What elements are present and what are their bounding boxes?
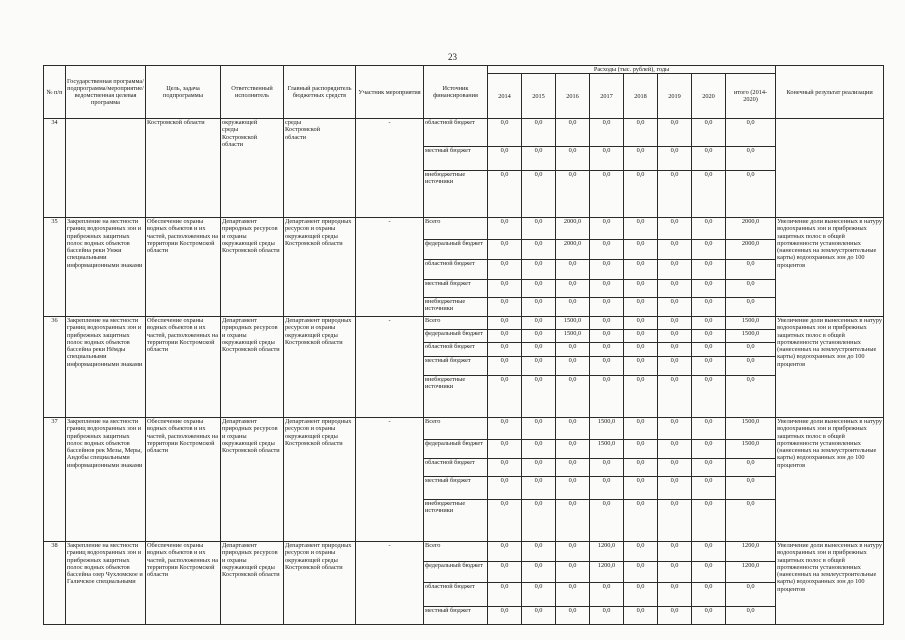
year-value: 0,0 [624,562,658,583]
funding-source: Всего [424,418,488,440]
year-value: 0,0 [658,357,692,376]
row-number: 34 [44,119,66,218]
year-value: 0,0 [692,542,726,562]
year-value: 2000,0 [556,240,590,260]
total-value: 0,0 [726,583,776,607]
year-value: 0,0 [522,171,556,218]
program-cell: Закрепление на местности границ водоохранных зон и прибрежных защитных полос водных объектов бассейна озер Чухломское и Галичское специальными [66,542,146,625]
executor-cell: Департамент природных ресурсов и охраны окружающей среды Костромской области [221,317,284,418]
row-number: 35 [44,218,66,317]
header-executor: Ответственный исполнитель [221,66,284,119]
year-value: 0,0 [590,147,624,171]
header-result: Конечный результат реализации [776,66,884,119]
executor-cell: Департамент природных ресурсов и охраны окружающей среды Костромской области [221,218,284,317]
funding-source: внебюджетные источники [424,500,488,542]
year-value: 0,0 [624,317,658,330]
funding-source: федеральный бюджет [424,562,488,583]
year-value: 0,0 [556,459,590,477]
header-year: 2016 [556,74,590,119]
year-value: 0,0 [692,298,726,317]
header-year: 2014 [488,74,522,119]
executor-cell: окружающей среды Костромской области [221,119,284,218]
year-value: 0,0 [692,562,726,583]
program-cell: Закрепление на местности границ водоохранных зон и прибрежных защитных полос водных объектов бассейнов рек Мезы, Меры, Андобы специальными информационными знаками [66,418,146,542]
year-value: 0,0 [522,477,556,500]
year-value: 0,0 [556,119,590,147]
year-value: 0,0 [522,562,556,583]
year-value: 0,0 [522,459,556,477]
year-value: 0,0 [522,280,556,298]
year-value: 0,0 [522,500,556,542]
distributor-cell: Департамент природных ресурсов и охраны окружающей среды Костромской области [284,542,356,625]
result-cell: Увеличение доли вынесенных в натуру водоохранных зон и прибрежных защитных полос в общей протяженности установленных (нанесенных на землеустроительные карты) водоохранных зон до 100 процентов [776,218,884,317]
year-value: 0,0 [522,218,556,240]
year-value: 0,0 [658,171,692,218]
year-value: 0,0 [522,357,556,376]
year-value: 0,0 [522,147,556,171]
year-value: 0,0 [522,542,556,562]
goal-cell: Обеспечение охраны водных объектов и их частей, расположенных на территории Костромской области [146,218,221,317]
page-number: 23 [448,52,457,62]
table-row [44,542,884,562]
program-cell [66,119,146,218]
total-value: 2000,0 [726,218,776,240]
funding-source: местный бюджет [424,147,488,171]
total-value: 1200,0 [726,542,776,562]
header-distributor: Главный распорядитель бюджетных средств [284,66,356,119]
header-year: 2015 [522,74,556,119]
funding-source: Всего [424,218,488,240]
year-value: 0,0 [658,218,692,240]
row-number: 37 [44,418,66,542]
year-value: 0,0 [522,440,556,459]
year-value: 0,0 [488,477,522,500]
total-value: 0,0 [726,147,776,171]
header-participant: Участник мероприятия [356,66,424,119]
year-value: 0,0 [488,440,522,459]
distributor-cell: среды Костромской области [284,119,356,218]
header-goal: Цель, задача подпрограммы [146,66,221,119]
year-value: 0,0 [522,298,556,317]
year-value: 0,0 [488,298,522,317]
year-value: 0,0 [692,260,726,280]
total-value: 0,0 [726,477,776,500]
participant-cell: - [356,317,424,418]
year-value: 0,0 [488,240,522,260]
year-value: 0,0 [488,280,522,298]
year-value: 0,0 [488,376,522,418]
total-value: 0,0 [726,376,776,418]
year-value: 0,0 [624,280,658,298]
year-value: 0,0 [488,260,522,280]
year-value: 0,0 [556,583,590,607]
participant-cell: - [356,542,424,625]
year-value: 0,0 [658,298,692,317]
total-value: 0,0 [726,260,776,280]
row-number: 38 [44,542,66,625]
year-value: 0,0 [658,147,692,171]
year-value: 0,0 [658,280,692,298]
year-value: 0,0 [488,317,522,330]
goal-cell: Обеспечение охраны водных объектов и их частей, расположенных на территории Костромской области [146,317,221,418]
year-value: 0,0 [658,317,692,330]
executor-cell: Департамент природных ресурсов и охраны окружающей среды Костромской области [221,418,284,542]
goal-cell: Обеспечение охраны водных объектов и их частей, расположенных на территории Костромской области [146,542,221,625]
table-row [44,218,884,240]
header-year: 2019 [658,74,692,119]
year-value: 0,0 [590,376,624,418]
year-value: 0,0 [658,477,692,500]
funding-source: внебюджетные источники [424,298,488,317]
year-value: 1500,0 [590,418,624,440]
funding-source: местный бюджет [424,357,488,376]
year-value: 0,0 [556,607,590,625]
total-value: 0,0 [726,357,776,376]
total-value: 0,0 [726,119,776,147]
year-value: 0,0 [658,607,692,625]
header-source: Источник финансирования [424,66,488,119]
year-value: 0,0 [488,607,522,625]
distributor-cell: Департамент природных ресурсов и охраны окружающей среды Костромской области [284,218,356,317]
table-row [44,418,884,440]
total-value: 0,0 [726,459,776,477]
year-value: 0,0 [590,343,624,357]
year-value: 0,0 [590,298,624,317]
year-value: 0,0 [488,357,522,376]
year-value: 0,0 [658,562,692,583]
funding-source: областной бюджет [424,260,488,280]
funding-source: местный бюджет [424,607,488,625]
total-value: 1500,0 [726,330,776,343]
year-value: 0,0 [624,542,658,562]
total-value: 1500,0 [726,317,776,330]
year-value: 0,0 [488,343,522,357]
year-value: 1500,0 [556,317,590,330]
table-row [44,119,884,147]
result-cell: Увеличение доли вынесенных в натуру водоохранных зон и прибрежных защитных полос в общей протяженности установленных (нанесенных на землеустроительные карты) водоохранных зон до 100 процентов [776,418,884,542]
year-value: 0,0 [624,357,658,376]
year-value: 0,0 [522,119,556,147]
total-value: 0,0 [726,298,776,317]
year-value: 0,0 [692,376,726,418]
year-value: 0,0 [590,171,624,218]
year-value: 0,0 [488,542,522,562]
year-value: 0,0 [658,418,692,440]
year-value: 0,0 [692,280,726,298]
funding-source: областной бюджет [424,343,488,357]
year-value: 0,0 [488,583,522,607]
funding-source: местный бюджет [424,477,488,500]
year-value: 0,0 [624,440,658,459]
year-value: 0,0 [624,147,658,171]
year-value: 0,0 [590,459,624,477]
year-value: 0,0 [658,376,692,418]
year-value: 0,0 [556,418,590,440]
header-year: 2018 [624,74,658,119]
year-value: 0,0 [556,376,590,418]
total-value: 1500,0 [726,440,776,459]
budget-table [43,65,884,625]
year-value: 0,0 [624,171,658,218]
year-value: 0,0 [488,147,522,171]
year-value: 0,0 [692,218,726,240]
distributor-cell: Департамент природных ресурсов и охраны окружающей среды Костромской области [284,317,356,418]
year-value: 0,0 [556,562,590,583]
year-value: 0,0 [522,317,556,330]
year-value: 0,0 [522,376,556,418]
year-value: 0,0 [658,583,692,607]
year-value: 1500,0 [556,330,590,343]
year-value: 0,0 [488,218,522,240]
year-value: 0,0 [624,343,658,357]
year-value: 0,0 [522,418,556,440]
year-value: 0,0 [556,477,590,500]
total-value: 0,0 [726,500,776,542]
year-value: 0,0 [692,317,726,330]
year-value: 0,0 [624,607,658,625]
year-value: 0,0 [590,218,624,240]
funding-source: областной бюджет [424,119,488,147]
funding-source: внебюджетные источники [424,171,488,218]
year-value: 0,0 [556,171,590,218]
year-value: 0,0 [556,147,590,171]
goal-cell: Костромской области [146,119,221,218]
year-value: 0,0 [658,330,692,343]
year-value: 0,0 [624,583,658,607]
year-value: 0,0 [692,607,726,625]
total-value: 0,0 [726,343,776,357]
year-value: 0,0 [692,240,726,260]
executor-cell: Департамент природных ресурсов и охраны окружающей среды Костромской области [221,542,284,625]
result-cell [776,119,884,218]
year-value: 0,0 [590,500,624,542]
year-value: 0,0 [692,583,726,607]
funding-source: областной бюджет [424,459,488,477]
year-value: 0,0 [590,583,624,607]
year-value: 0,0 [624,218,658,240]
year-value: 0,0 [556,298,590,317]
year-value: 0,0 [488,119,522,147]
year-value: 0,0 [590,317,624,330]
distributor-cell: Департамент природных ресурсов и охраны окружающей среды Костромской области [284,418,356,542]
year-value: 0,0 [488,330,522,343]
year-value: 0,0 [488,459,522,477]
year-value: 0,0 [692,440,726,459]
total-value: 1500,0 [726,418,776,440]
year-value: 0,0 [590,330,624,343]
year-value: 0,0 [624,260,658,280]
funding-source: областной бюджет [424,583,488,607]
year-value: 0,0 [590,607,624,625]
year-value: 0,0 [692,500,726,542]
year-value: 0,0 [590,119,624,147]
year-value: 0,0 [658,542,692,562]
program-cell: Закрепление на местности границ водоохранных зон и прибрежных защитных полос водных объектов бассейна реки Унжи специальными информационными знаками [66,218,146,317]
year-value: 0,0 [692,459,726,477]
year-value: 0,0 [624,376,658,418]
year-value: 0,0 [624,418,658,440]
total-value: 0,0 [726,280,776,298]
funding-source: федеральный бюджет [424,240,488,260]
year-value: 0,0 [692,343,726,357]
year-value: 0,0 [556,280,590,298]
table-row [44,317,884,330]
year-value: 0,0 [556,500,590,542]
year-value: 0,0 [658,343,692,357]
year-value: 1200,0 [590,562,624,583]
year-value: 0,0 [658,500,692,542]
year-value: 0,0 [488,418,522,440]
year-value: 0,0 [658,440,692,459]
year-value: 0,0 [692,418,726,440]
year-value: 2000,0 [556,218,590,240]
year-value: 0,0 [658,260,692,280]
year-value: 0,0 [590,357,624,376]
table-body [44,119,884,625]
year-value: 0,0 [692,119,726,147]
year-value: 0,0 [488,171,522,218]
year-value: 0,0 [624,500,658,542]
funding-source: местный бюджет [424,280,488,298]
year-value: 0,0 [624,477,658,500]
total-value: 0,0 [726,607,776,625]
year-value: 0,0 [624,240,658,260]
year-value: 0,0 [658,119,692,147]
result-cell: Увеличение доли вынесенных в натуру водоохранных зон и прибрежных защитных полос в общей протяженности установленных (нанесенных на землеустроительные карты) водоохранных зон до 100 процентов [776,317,884,418]
funding-source: внебюджетные источники [424,376,488,418]
funding-source: Всего [424,542,488,562]
participant-cell: - [356,418,424,542]
year-value: 0,0 [624,119,658,147]
year-value: 0,0 [692,357,726,376]
funding-source: Всего [424,317,488,330]
year-value: 0,0 [692,171,726,218]
goal-cell: Обеспечение охраны водных объектов и их частей, расположенных на территории Костромской области [146,418,221,542]
header-year: 2017 [590,74,624,119]
year-value: 0,0 [692,477,726,500]
year-value: 0,0 [488,500,522,542]
header-expenses: Расходы (тыс. рублей), годы [488,66,776,74]
year-value: 0,0 [692,330,726,343]
program-cell: Закрепление на местности границ водоохранных зон и прибрежных защитных полос водных объектов бассейна реки Нёмды специальными информационными знаками [66,317,146,418]
year-value: 0,0 [692,147,726,171]
year-value: 0,0 [522,607,556,625]
result-cell: Увеличение доли вынесенных в натуру водоохранных зон и прибрежных защитных полос в общей протяженности установленных (нанесенных на землеустроительные карты) водоохранных зон до 100 процентов [776,542,884,625]
participant-cell: - [356,218,424,317]
year-value: 0,0 [522,260,556,280]
year-value: 0,0 [624,330,658,343]
header-program: Государственная программа/подпрограмма/мероприятие/ведомственная целевая программа [66,66,146,119]
year-value: 1200,0 [590,542,624,562]
header-num: № п/п [44,66,66,119]
total-value: 1200,0 [726,562,776,583]
year-value: 0,0 [556,357,590,376]
funding-source: федеральный бюджет [424,330,488,343]
year-value: 0,0 [556,260,590,280]
year-value: 0,0 [522,583,556,607]
total-value: 2000,0 [726,240,776,260]
row-number: 36 [44,317,66,418]
funding-source: федеральный бюджет [424,440,488,459]
year-value: 0,0 [624,298,658,317]
year-value: 1500,0 [590,440,624,459]
year-value: 0,0 [590,280,624,298]
year-value: 0,0 [488,562,522,583]
year-value: 0,0 [590,240,624,260]
year-value: 0,0 [556,440,590,459]
header-year-total: итого (2014-2020) [726,74,776,119]
year-value: 0,0 [590,477,624,500]
year-value: 0,0 [590,260,624,280]
year-value: 0,0 [556,343,590,357]
year-value: 0,0 [556,542,590,562]
year-value: 0,0 [522,240,556,260]
total-value: 0,0 [726,171,776,218]
header-year: 2020 [692,74,726,119]
year-value: 0,0 [658,459,692,477]
year-value: 0,0 [658,240,692,260]
participant-cell: - [356,119,424,218]
year-value: 0,0 [522,330,556,343]
year-value: 0,0 [522,343,556,357]
year-value: 0,0 [624,459,658,477]
